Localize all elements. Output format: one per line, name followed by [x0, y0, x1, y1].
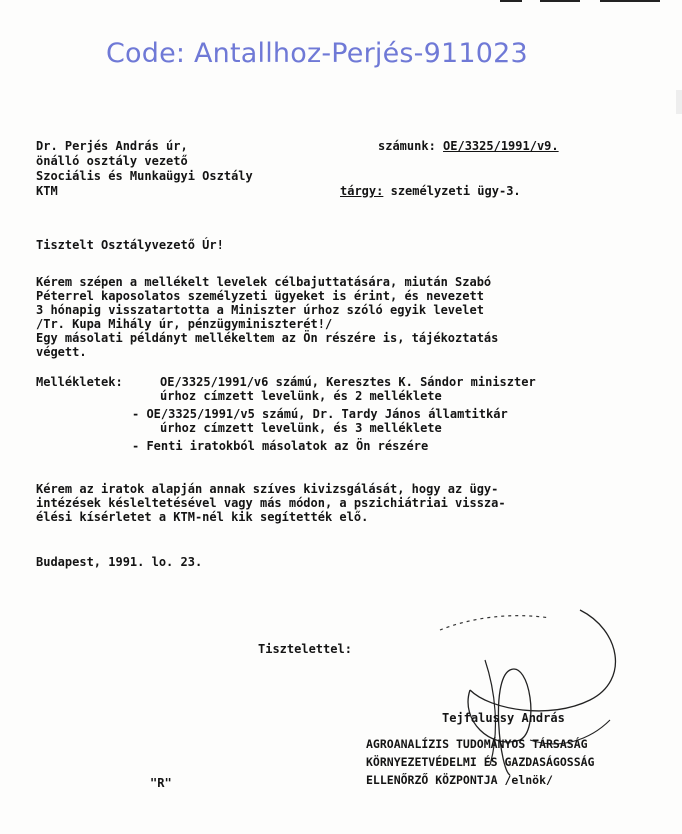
date-line: Budapest, 1991. lo. 23.: [36, 555, 203, 569]
scan-mark: [540, 0, 580, 2]
footer-mark: "R": [150, 776, 172, 790]
attachment-item: OE/3325/1991/v6 számú, Keresztes K. Sándor miniszter: [160, 375, 536, 389]
attachment-item: - OE/3325/1991/v5 számú, Dr. Tardy János államtitkár: [132, 407, 508, 421]
subject-value: személyzeti ügy-3.: [390, 184, 521, 198]
scan-mark: [600, 0, 660, 2]
closing-text: Tisztelettel:: [258, 642, 352, 656]
body-line: Péterrel kaposolatos személyzeti ügyeket is érint, és nevezett: [36, 289, 484, 303]
handwritten-signature: [430, 600, 630, 780]
body-line: 3 hónapig visszatartotta a Miniszter úrhoz szóló egyik levelet: [36, 303, 484, 317]
request-line: intézések késleltetésével vagy más módon, a pszichiátriai vissza-: [36, 496, 506, 510]
addressee-title: önálló osztály vezető: [36, 154, 188, 168]
salutation: Tisztelt Osztályvezető Úr!: [36, 238, 224, 252]
organization-line: KÖRNYEZETVÉDELMI ÉS GAZDASÁGOSSÁG: [366, 755, 595, 769]
reference-line: [378, 139, 559, 153]
body-line: végett.: [36, 345, 87, 359]
addressee-institution: KTM: [36, 184, 58, 198]
request-line: Kérem az iratok alapján annak szíves kivizsgálását, hogy az ügy-: [36, 482, 499, 496]
body-line: /Tr. Kupa Mihály úr, pénzügyminiszterét!/: [36, 317, 333, 331]
organization-line: ELLENŐRZŐ KÖZPONTJA /elnök/: [366, 773, 553, 787]
scan-mark: [500, 0, 522, 2]
attachment-item: - Fenti iratokból másolatok az Ön részére: [132, 439, 429, 453]
addressee-name: Dr. Perjés András úr,: [36, 139, 188, 153]
subject-label: tárgy:: [340, 184, 384, 198]
attachments-label: Mellékletek:: [36, 375, 123, 389]
signatory-name: Tejfalussy András: [442, 711, 565, 725]
reference-label: számunk:: [378, 139, 436, 153]
scan-edge: [676, 90, 682, 114]
reference-number: OE/3325/1991/v9.: [443, 139, 559, 153]
body-line: Egy másolati példányt mellékeltem az Ön részére is, tájékoztatás: [36, 331, 499, 345]
request-line: élési kísérletet a KTM-nél kik segítették elő.: [36, 510, 369, 524]
subject-line: [340, 184, 521, 198]
attachment-item: úrhoz címzett levelünk, és 2 melléklete: [160, 389, 442, 403]
organization-line: AGROANALÍZIS TUDOMÁNYOS TÁRSASÁG: [366, 737, 588, 751]
addressee-department: Szociális és Munkaügyi Osztály: [36, 169, 253, 183]
document-code-label: Code: Antallhoz-Perjés-911023: [106, 38, 528, 69]
body-line: Kérem szépen a mellékelt levelek célbajuttatására, miután Szabó: [36, 275, 492, 289]
attachment-item: úrhoz címzett levelünk, és 3 melléklete: [160, 421, 442, 435]
